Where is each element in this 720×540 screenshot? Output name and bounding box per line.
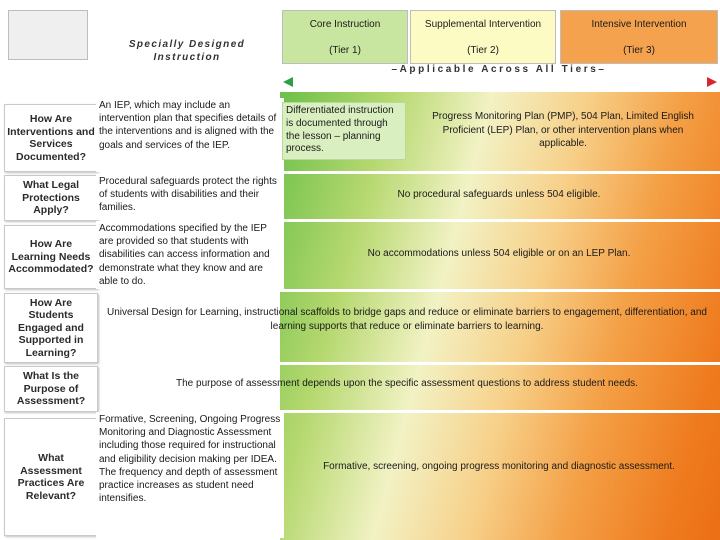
tiers-assessment-practices: Formative, screening, ongoing progress monitoring and diagnostic assessment. xyxy=(323,461,675,472)
row-divider xyxy=(0,362,720,365)
tier1-documented: Differentiated instruction is documented through the lesson – planning process. xyxy=(282,102,406,160)
tier2-label: (Tier 2) xyxy=(467,44,499,56)
sdi-assessment-practices: Formative, Screening, Ongoing Progress Monitoring and Diagnostic Assessment including those required for instructional and eligibility decision making per IDEA. The frequency and depth of assessment practice increases as student need intensifies. xyxy=(96,412,284,538)
tier1-name: Core Instruction xyxy=(309,18,381,30)
applicable-across-tiers-label: –Applicable Across All Tiers– xyxy=(391,64,607,75)
question-assessment-practices: What Assessment Practices Are Relevant? xyxy=(4,418,98,536)
header-blank-box xyxy=(8,10,88,60)
sdi-documented: An IEP, which may include an intervention plan that specifies details of the interventions and is aligned with the goals and services of the IEP. xyxy=(96,98,284,172)
question-learning-needs: How Are Learning Needs Accommodated? xyxy=(4,225,98,289)
tiers-learning-needs: No accommodations unless 504 eligible or on an LEP Plan. xyxy=(367,248,631,259)
tier3-name: Intensive Intervention xyxy=(591,18,687,30)
sdi-legal-protections: Procedural safeguards protect the rights of students with disabilities and their families. xyxy=(96,174,284,220)
tier-span-arrow xyxy=(282,76,718,88)
tier1-header xyxy=(282,10,408,64)
tiers-legal-protections: No procedural safeguards unless 504 eligible. xyxy=(397,189,601,200)
question-documented: How Are Interventions and Services Documented? xyxy=(4,104,98,172)
tier3-label: (Tier 3) xyxy=(623,44,655,56)
question-legal-protections: What Legal Protections Apply? xyxy=(4,175,98,221)
tier23-documented: Progress Monitoring Plan (PMP), 504 Plan, Limited English Proficient (LEP) Plan, or other intervention plans when applicable. xyxy=(432,111,694,149)
sdi-title-line1: Specially Designed xyxy=(128,39,246,50)
tier1-label: (Tier 1) xyxy=(329,44,361,56)
sdi-learning-needs: Accommodations specified by the IEP are provided so that students with disabilities can access information and demonstrate what they know and are able to do. xyxy=(96,221,284,289)
tier3-header xyxy=(560,10,718,64)
tier2-header xyxy=(410,10,556,64)
all-purpose-assessment: The purpose of assessment depends upon the specific assessment questions to address student needs. xyxy=(176,378,638,389)
question-purpose-assessment: What Is the Purpose of Assessment? xyxy=(4,366,98,412)
tier2-name: Supplemental Intervention xyxy=(424,18,542,30)
all-engaged-supported: Universal Design for Learning, instructional scaffolds to bridge gaps and reduce or eliminate barriers to engagement, differentiation, and learning supports that reduce or eliminate barriers to learning. xyxy=(107,307,707,332)
row-divider xyxy=(0,289,720,292)
sdi-header xyxy=(96,38,278,64)
sdi-title-line2: Instruction xyxy=(153,52,221,63)
question-engaged-supported: How Are Students Engaged and Supported in Learning? xyxy=(4,293,98,363)
